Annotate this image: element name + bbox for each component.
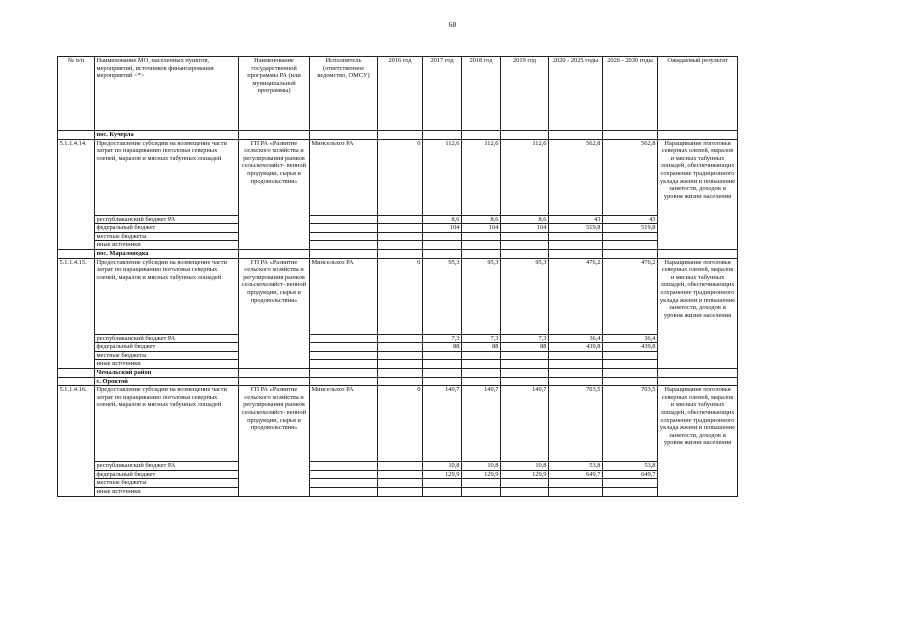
funding-value xyxy=(423,487,462,496)
settlement-empty-cell xyxy=(310,249,378,258)
program-name: ГП РА «Развитие сельского хозяйства и регулирования рынков сельскохозяйст- венной продукции, сырья и продовольствия» xyxy=(239,258,310,368)
funding-value: 88 xyxy=(423,343,462,352)
funding-value: 129,9 xyxy=(501,470,549,479)
funding-value xyxy=(501,487,549,496)
settlement-empty-cell xyxy=(423,249,462,258)
funding-value: 519,8 xyxy=(603,224,658,233)
funding-value: 53,8 xyxy=(549,462,603,471)
funding-value xyxy=(462,232,501,241)
funding-value: 53,8 xyxy=(603,462,658,471)
funding-source-label: иные источники xyxy=(95,487,239,496)
funding-value xyxy=(423,479,462,488)
funding-value: 43 xyxy=(549,215,603,224)
total-value: 140,7 xyxy=(423,386,462,462)
total-value: 95,3 xyxy=(423,258,462,334)
district-empty-cell xyxy=(501,368,549,377)
funding-value: 10,8 xyxy=(501,462,549,471)
district-empty-cell xyxy=(603,368,658,377)
expected-result: Наращивание поголовья северных оленей, маралов и мясных табунных лошадей, обеспечивающих сохранение традиционного уклада жизни и повышение занятости, доходов и уровня жизни населения xyxy=(658,258,738,368)
funding-value xyxy=(378,224,423,233)
district-empty-cell xyxy=(423,368,462,377)
empty-cell xyxy=(310,360,378,369)
total-value: 476,2 xyxy=(549,258,603,334)
total-value: 703,5 xyxy=(549,386,603,462)
settlement-empty-cell xyxy=(501,249,549,258)
header-2019: 2019 год xyxy=(501,57,549,131)
settlement-empty-cell xyxy=(378,131,423,140)
empty-cell xyxy=(310,334,378,343)
funding-source-label: иные источники xyxy=(95,241,239,250)
funding-value xyxy=(378,360,423,369)
funding-source-row xyxy=(58,487,738,496)
funding-source-label: местные бюджеты xyxy=(95,232,239,241)
total-value: 562,8 xyxy=(603,139,658,215)
settlement-empty-cell xyxy=(501,377,549,386)
funding-value xyxy=(501,479,549,488)
funding-source-row xyxy=(58,232,738,241)
funding-value xyxy=(549,241,603,250)
measure-row xyxy=(58,386,738,462)
district-empty-cell xyxy=(310,368,378,377)
funding-source-label: местные бюджеты xyxy=(95,479,239,488)
empty-cell xyxy=(58,377,95,386)
funding-value: 104 xyxy=(501,224,549,233)
funding-value xyxy=(462,487,501,496)
settlement-empty-cell xyxy=(239,249,310,258)
settlement-empty-cell xyxy=(603,249,658,258)
funding-value xyxy=(603,360,658,369)
funding-value xyxy=(462,241,501,250)
funding-value: 36,4 xyxy=(603,334,658,343)
district-empty-cell xyxy=(239,368,310,377)
settlement-row xyxy=(58,377,738,386)
empty-cell xyxy=(310,343,378,352)
total-value: 562,8 xyxy=(549,139,603,215)
funding-value: 36,4 xyxy=(549,334,603,343)
settlement-empty-cell xyxy=(658,377,738,386)
settlement-empty-cell xyxy=(549,131,603,140)
funding-value xyxy=(462,351,501,360)
header-row xyxy=(58,57,738,131)
funding-value xyxy=(549,351,603,360)
page-number: 68 xyxy=(448,20,457,29)
funding-value xyxy=(378,334,423,343)
funding-source-label: федеральный бюджет xyxy=(95,343,239,352)
measure-code: 5.1.1.4.15. xyxy=(58,258,95,368)
header-2017: 2017 год xyxy=(423,57,462,131)
funding-value: 43 xyxy=(603,215,658,224)
funding-value xyxy=(501,351,549,360)
executor-name: Минсельхоз РА xyxy=(310,139,378,215)
funding-value: 649,7 xyxy=(603,470,658,479)
district-empty-cell xyxy=(549,368,603,377)
funding-value: 88 xyxy=(501,343,549,352)
settlement-empty-cell xyxy=(310,377,378,386)
header-num: № п/п xyxy=(58,57,95,131)
empty-cell xyxy=(310,232,378,241)
funding-source-row xyxy=(58,351,738,360)
funding-source-row xyxy=(58,470,738,479)
empty-cell xyxy=(310,241,378,250)
empty-cell xyxy=(310,224,378,233)
funding-value: 649,7 xyxy=(549,470,603,479)
funding-value xyxy=(423,351,462,360)
funding-source-row xyxy=(58,343,738,352)
settlement-empty-cell xyxy=(549,249,603,258)
settlement-empty-cell xyxy=(549,377,603,386)
funding-value xyxy=(423,360,462,369)
empty-cell xyxy=(58,368,95,377)
total-value: 112,6 xyxy=(423,139,462,215)
funding-value xyxy=(501,232,549,241)
settlement-empty-cell xyxy=(462,131,501,140)
executor-name: Минсельхоз РА xyxy=(310,258,378,334)
settlement-row xyxy=(58,249,738,258)
settlement-name: пос. Мараловодка xyxy=(95,249,239,258)
empty-cell xyxy=(58,249,95,258)
funding-value xyxy=(603,487,658,496)
settlement-row xyxy=(58,131,738,140)
funding-value: 129,9 xyxy=(462,470,501,479)
header-executor: Исполнитель (ответственное ведомство, ОМСУ) xyxy=(310,57,378,131)
measure-row xyxy=(58,258,738,334)
district-name: Чемальский район xyxy=(95,368,239,377)
funding-value xyxy=(501,360,549,369)
settlement-empty-cell xyxy=(462,377,501,386)
settlement-name: пос. Кучерла xyxy=(95,131,239,140)
header-2016: 2016 год xyxy=(378,57,423,131)
funding-value xyxy=(378,241,423,250)
funding-value: 7,3 xyxy=(462,334,501,343)
funding-source-label: местные бюджеты xyxy=(95,351,239,360)
settlement-empty-cell xyxy=(501,131,549,140)
header-2018: 2018 год xyxy=(462,57,501,131)
settlement-empty-cell xyxy=(658,131,738,140)
funding-value xyxy=(603,232,658,241)
funding-value: 439,8 xyxy=(549,343,603,352)
funding-source-label: республиканский бюджет РА xyxy=(95,462,239,471)
empty-cell xyxy=(310,470,378,479)
funding-value: 8,6 xyxy=(501,215,549,224)
expected-result: Наращивание поголовья северных оленей, маралов и мясных табунных лошадей, обеспечивающих сохранение традиционного уклада жизни и повышение занятости, доходов и уровня жизни населения xyxy=(658,386,738,496)
funding-source-label: федеральный бюджет xyxy=(95,224,239,233)
settlement-empty-cell xyxy=(423,131,462,140)
funding-value: 10,8 xyxy=(423,462,462,471)
measure-title: Предоставление субсидии на возмещение части затрат по наращиванию поголовья северных оленей, маралов и мясных табунных лошадей xyxy=(95,139,239,215)
district-empty-cell xyxy=(378,368,423,377)
measure-title: Предоставление субсидии на возмещение части затрат по наращиванию поголовья северных оленей, маралов и мясных табунных лошадей xyxy=(95,258,239,334)
funding-source-row xyxy=(58,215,738,224)
funding-value xyxy=(378,470,423,479)
funding-source-label: республиканский бюджет РА xyxy=(95,215,239,224)
total-value: 112,6 xyxy=(501,139,549,215)
funding-value: 519,8 xyxy=(549,224,603,233)
program-name: ГП РА «Развитие сельского хозяйства и регулирования рынков сельскохозяйст- венной продукции, сырья и продовольствия» xyxy=(239,386,310,496)
funding-value xyxy=(549,487,603,496)
settlement-empty-cell xyxy=(658,249,738,258)
total-value: 112,6 xyxy=(462,139,501,215)
header-name: Наименование МО, населенных пунктов, мероприятий, источников финансирования мероприятий <*> xyxy=(95,57,239,131)
settlement-empty-cell xyxy=(239,377,310,386)
district-empty-cell xyxy=(462,368,501,377)
funding-value xyxy=(378,343,423,352)
funding-value: 8,6 xyxy=(462,215,501,224)
funding-value: 10,8 xyxy=(462,462,501,471)
funding-value xyxy=(603,241,658,250)
funding-source-row xyxy=(58,462,738,471)
settlement-empty-cell xyxy=(423,377,462,386)
header-2020-2025: 2020 - 2025 годы xyxy=(549,57,603,131)
total-value: 140,7 xyxy=(462,386,501,462)
funding-value xyxy=(378,479,423,488)
funding-value: 7,3 xyxy=(423,334,462,343)
funding-value xyxy=(378,462,423,471)
settlement-name: с. Ороктой xyxy=(95,377,239,386)
measure-code: 5.1.1.4.16. xyxy=(58,386,95,496)
funding-value: 88 xyxy=(462,343,501,352)
total-value: 140,7 xyxy=(501,386,549,462)
funding-source-row xyxy=(58,334,738,343)
empty-cell xyxy=(310,487,378,496)
funding-value xyxy=(378,351,423,360)
empty-cell xyxy=(58,131,95,140)
settlement-empty-cell xyxy=(462,249,501,258)
funding-source-row xyxy=(58,479,738,488)
settlement-empty-cell xyxy=(310,131,378,140)
header-2026-2030: 2026 - 2030 годы xyxy=(603,57,658,131)
funding-value xyxy=(549,232,603,241)
total-value: 703,5 xyxy=(603,386,658,462)
funding-value xyxy=(603,351,658,360)
empty-cell xyxy=(310,215,378,224)
funding-value xyxy=(501,241,549,250)
funding-value xyxy=(423,241,462,250)
total-value: 0 xyxy=(378,386,423,462)
settlement-empty-cell xyxy=(239,131,310,140)
total-value: 95,3 xyxy=(462,258,501,334)
total-value: 0 xyxy=(378,258,423,334)
settlement-empty-cell xyxy=(378,249,423,258)
measure-title: Предоставление субсидии на возмещение части затрат по наращиванию поголовья северных оленей, маралов и мясных табунных лошадей xyxy=(95,386,239,462)
funding-value xyxy=(549,479,603,488)
measure-row xyxy=(58,139,738,215)
total-value: 95,3 xyxy=(501,258,549,334)
total-value: 0 xyxy=(378,139,423,215)
empty-cell xyxy=(310,479,378,488)
header-result: Ожидаемый результат xyxy=(658,57,738,131)
district-empty-cell xyxy=(658,368,738,377)
measure-code: 5.1.1.4.14. xyxy=(58,139,95,249)
header-program: Наименование государственной программы РА (или муниципальной программы) xyxy=(239,57,310,131)
funding-value xyxy=(462,479,501,488)
empty-cell xyxy=(310,351,378,360)
funding-value xyxy=(378,487,423,496)
funding-source-label: федеральный бюджет xyxy=(95,470,239,479)
funding-value: 7,3 xyxy=(501,334,549,343)
funding-source-row xyxy=(58,360,738,369)
funding-value: 439,8 xyxy=(603,343,658,352)
program-table xyxy=(57,56,738,497)
funding-value xyxy=(549,360,603,369)
funding-source-row xyxy=(58,241,738,250)
funding-value xyxy=(378,232,423,241)
funding-value xyxy=(378,215,423,224)
empty-cell xyxy=(310,462,378,471)
funding-value xyxy=(603,479,658,488)
settlement-empty-cell xyxy=(603,131,658,140)
funding-value: 104 xyxy=(462,224,501,233)
settlement-empty-cell xyxy=(378,377,423,386)
funding-source-label: иные источники xyxy=(95,360,239,369)
program-name: ГП РА «Развитие сельского хозяйства и регулирования рынков сельскохозяйст- венной продукции, сырья и продовольствия» xyxy=(239,139,310,249)
settlement-empty-cell xyxy=(603,377,658,386)
funding-source-row xyxy=(58,224,738,233)
executor-name: Минсельхоз РА xyxy=(310,386,378,462)
funding-value xyxy=(423,232,462,241)
funding-value: 8,6 xyxy=(423,215,462,224)
funding-value xyxy=(462,360,501,369)
funding-value: 104 xyxy=(423,224,462,233)
total-value: 476,2 xyxy=(603,258,658,334)
funding-source-label: республиканский бюджет РА xyxy=(95,334,239,343)
funding-value: 129,9 xyxy=(423,470,462,479)
district-row xyxy=(58,368,738,377)
expected-result: Наращивание поголовья северных оленей, маралов и мясных табунных лошадей, обеспечивающих сохранение традиционного уклада жизни и повышение занятости, доходов и уровня жизни населения xyxy=(658,139,738,249)
